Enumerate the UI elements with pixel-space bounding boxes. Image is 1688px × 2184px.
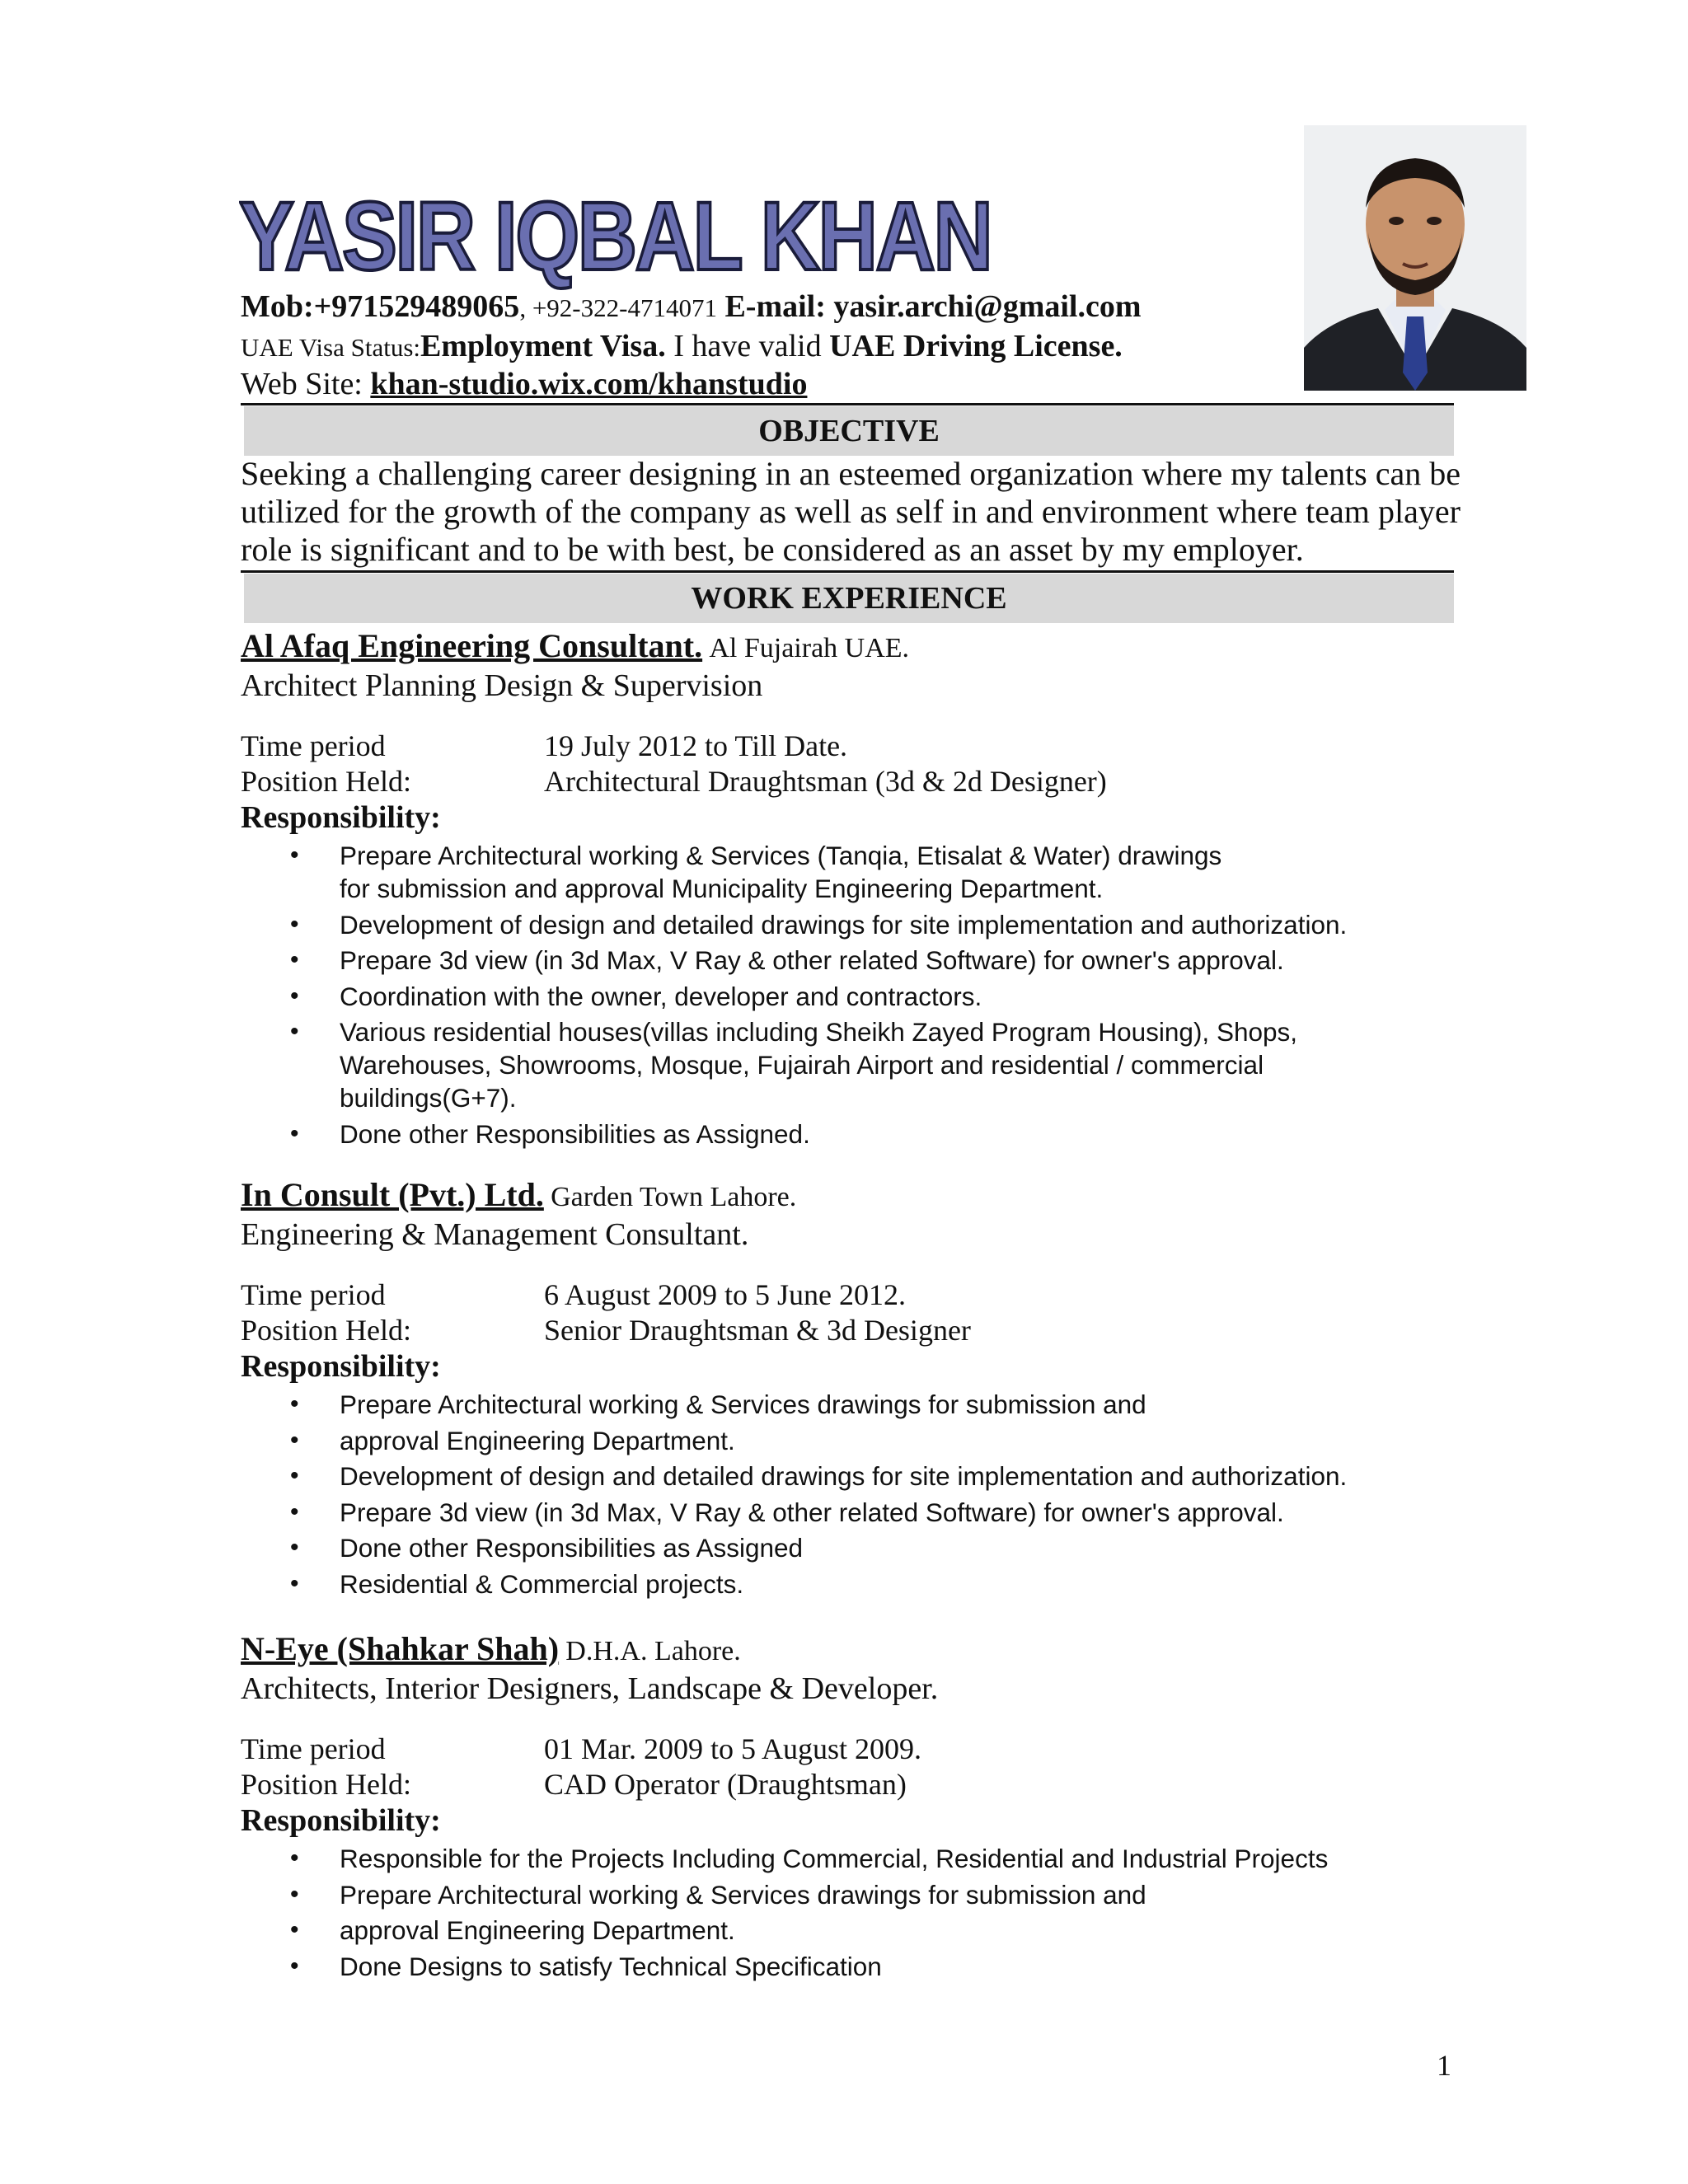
visa-label: UAE Visa Status: bbox=[241, 333, 421, 362]
list-item: • approval Engineering Department. bbox=[290, 1914, 1428, 1947]
position-value: Senior Draughtsman & 3d Designer bbox=[544, 1314, 971, 1347]
responsibility-list bbox=[290, 839, 1428, 1153]
responsibility-heading: Responsibility: bbox=[241, 1803, 441, 1838]
time-period-row bbox=[241, 729, 847, 764]
divider bbox=[241, 570, 1454, 573]
position-row bbox=[241, 1313, 971, 1348]
objective-text: Seeking a challenging career designing in an esteemed organization where my talents can be utilized for the growth of the company as well as self in and environment where team player role is significant and to be with best, be considered as an asset by my employer. bbox=[241, 455, 1461, 568]
list-item: • approval Engineering Department. bbox=[290, 1424, 1428, 1457]
list-item: • Coordination with the owner, developer and contractors. bbox=[290, 980, 1428, 1013]
divider bbox=[241, 403, 1454, 405]
list-item: • Prepare Architectural working & Services drawings for submission and bbox=[290, 1388, 1428, 1421]
responsibility-heading: Responsibility: bbox=[241, 1349, 441, 1384]
job-company-line bbox=[241, 626, 909, 666]
time-period-value: 01 Mar. 2009 to 5 August 2009. bbox=[544, 1732, 922, 1765]
list-item: • Done other Responsibilities as Assigned bbox=[290, 1531, 1428, 1564]
list-item: • Done other Responsibilities as Assigned. bbox=[290, 1118, 1428, 1151]
list-item: • Residential & Commercial projects. bbox=[290, 1568, 1428, 1601]
page-number: 1 bbox=[1437, 2049, 1451, 2082]
position-row bbox=[241, 764, 1107, 799]
list-item: • Development of design and detailed drawings for site implementation and authorization. bbox=[290, 908, 1428, 941]
mobile-secondary: , +92-322-4714071 bbox=[519, 293, 717, 322]
work-experience-heading: WORK EXPERIENCE bbox=[244, 574, 1454, 623]
position-value: CAD Operator (Draughtsman) bbox=[544, 1768, 907, 1801]
company-description: Architects, Interior Designers, Landscape & Developer. bbox=[241, 1671, 939, 1706]
list-item: • Prepare Architectural working & Services (Tanqia, Etisalat & Water) drawings for submission and approval Municipality Engineering Department. bbox=[290, 839, 1230, 905]
website-label: Web Site: bbox=[241, 367, 363, 401]
company-name: In Consult (Pvt.) Ltd. bbox=[241, 1176, 544, 1213]
list-item: • Prepare 3d view (in 3d Max, V Ray & other related Software) for owner's approval. bbox=[290, 944, 1428, 977]
candidate-name: YASIR IQBAL KHAN bbox=[239, 182, 992, 291]
visa-license-line bbox=[241, 328, 1123, 366]
mobile-label: Mob: bbox=[241, 289, 314, 324]
company-name: N-Eye (Shahkar Shah) bbox=[241, 1630, 560, 1667]
job-company-line bbox=[241, 1629, 741, 1669]
list-item: • Responsible for the Projects Including Commercial, Residential and Industrial Projects bbox=[290, 1842, 1428, 1875]
responsibility-heading: Responsibility: bbox=[241, 800, 441, 835]
responsibility-list bbox=[290, 1842, 1428, 1985]
objective-heading: OBJECTIVE bbox=[244, 406, 1454, 456]
position-label: Position Held: bbox=[241, 1314, 412, 1347]
time-period-value: 6 August 2009 to 5 June 2012. bbox=[544, 1278, 907, 1311]
contact-phone-email-line bbox=[241, 288, 1142, 326]
email-label: E-mail: bbox=[724, 289, 826, 324]
license-value: UAE Driving License. bbox=[829, 329, 1123, 363]
profile-photo bbox=[1304, 125, 1526, 391]
website-line bbox=[241, 366, 807, 404]
time-period-label: Time period bbox=[241, 729, 386, 762]
list-item: • Various residential houses(villas including Sheikh Zayed Program Housing), Shops, Warehouses, Showrooms, Mosque, Fujairah Airport and residential / commercial buildings(G+7). bbox=[290, 1015, 1362, 1114]
time-period-label: Time period bbox=[241, 1278, 386, 1311]
company-location: Garden Town Lahore. bbox=[551, 1182, 797, 1212]
list-item: • Development of design and detailed drawings for site implementation and authorization. bbox=[290, 1460, 1428, 1493]
list-item: • Done Designs to satisfy Technical Specification bbox=[290, 1950, 1428, 1983]
company-description: Engineering & Management Consultant. bbox=[241, 1217, 749, 1252]
company-location: Al Fujairah UAE. bbox=[709, 633, 910, 663]
list-item: • Prepare 3d view (in 3d Max, V Ray & other related Software) for owner's approval. bbox=[290, 1496, 1428, 1529]
responsibility-list bbox=[290, 1388, 1428, 1603]
job-company-line bbox=[241, 1175, 796, 1215]
time-period-value: 19 July 2012 to Till Date. bbox=[544, 729, 848, 762]
time-period-row bbox=[241, 1277, 906, 1313]
company-location: D.H.A. Lahore. bbox=[565, 1636, 741, 1666]
time-period-row bbox=[241, 1732, 921, 1767]
email-value[interactable]: yasir.archi@gmail.com bbox=[833, 289, 1142, 324]
time-period-label: Time period bbox=[241, 1732, 386, 1765]
company-name: Al Afaq Engineering Consultant. bbox=[241, 627, 703, 664]
position-label: Position Held: bbox=[241, 765, 412, 798]
list-item: • Prepare Architectural working & Services drawings for submission and bbox=[290, 1878, 1428, 1911]
mobile-primary: +971529489065 bbox=[313, 289, 520, 324]
visa-value: Employment Visa. bbox=[420, 329, 666, 363]
company-description: Architect Planning Design & Supervision bbox=[241, 668, 763, 703]
position-label: Position Held: bbox=[241, 1768, 412, 1801]
license-prefix: I have valid bbox=[673, 329, 822, 363]
position-row bbox=[241, 1767, 907, 1802]
website-link[interactable]: khan-studio.wix.com/khanstudio bbox=[370, 367, 808, 401]
position-value: Architectural Draughtsman (3d & 2d Designer) bbox=[544, 765, 1107, 798]
